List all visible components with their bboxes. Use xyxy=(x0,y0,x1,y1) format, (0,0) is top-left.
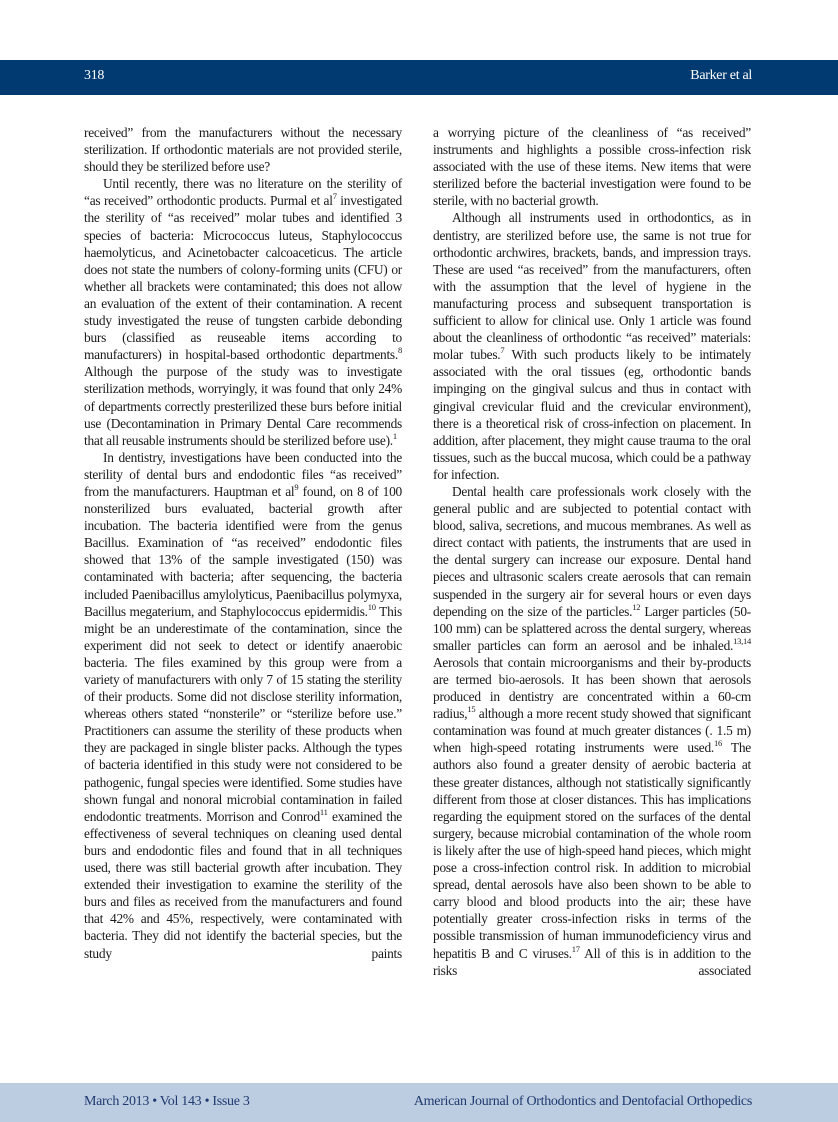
citation-superscript: 10 xyxy=(367,601,376,612)
text-run: Until recently, there was no literature on the sterility of “as received” orthodontic products. Purmal et al xyxy=(84,176,402,209)
running-header xyxy=(0,60,838,95)
text-run: Larger particles (50-100 mm) can be splattered across the dental surgery, whereas smaller particles can form an aerosol and be inhaled. xyxy=(433,603,751,653)
citation-superscript: 7 xyxy=(332,191,337,202)
running-author: Barker et al xyxy=(690,68,752,83)
text-run: examined the effectiveness of several techniques on cleaning used dental burs and endodontic files and found that in all techniques used, there was still bacterial growth after incubation. They extended their investigation to examine the sterility of the burs and files as received from the manufacturers and found that 42% and 45%, respectively, were contaminated with bacteria. They did not identify the bacterial species, but the study paints xyxy=(84,808,402,961)
citation-superscript: 1 xyxy=(392,430,397,441)
text-run: Although all instruments used in orthodontics, as in dentistry, are sterilized before use, the same is not true for orthodontic archwires, brackets, bands, and impression trays. These are used “as received” from the manufacturers, often with the assumption that the level of hygiene in the manufacturing process and subsequent transportation is sufficient to allow for clinical use. Only 1 article was found about the cleanliness of orthodontic “as received” materials: molar tubes. xyxy=(433,210,751,363)
citation-superscript: 17 xyxy=(571,943,580,954)
text-run: In dentistry, investigations have been conducted into the sterility of dental burs and endodontic files “as received” from the manufacturers. Hauptman et al xyxy=(84,449,402,499)
text-run: All of this is in addition to the risks associated xyxy=(433,945,751,978)
citation-superscript: 7 xyxy=(500,345,505,356)
text-run: The authors also found a greater density of aerobic bacteria at these greater distances, although not statistically significantly different from those at closer distances. This has implications regarding the equipment stored on the surfaces of the dental surgery, because microbial contamination of the whole room is likely after the use of high-speed hand pieces, which might pose a cross-infection control risk. In addition to microbial spread, dental aerosols have also been shown to be able to carry blood and blood products into the air; these have potentially greater cross-infection risks in terms of the possible transmission of human immunodeficiency virus and hepatitis B and C viruses. xyxy=(433,740,751,961)
text-run: a worrying picture of the cleanliness of “as received” instruments and highlights a possible cross-infection risk associated with the use of these items. New items that were sterilized before the bacterial investigation were found to be sterile, with no bacterial growth. xyxy=(433,125,751,209)
right-column xyxy=(433,124,751,979)
text-run: although a more recent study showed that significant contamination was found at much greater distances (. 1.5 m) when high-speed rotating instruments were used. xyxy=(433,706,751,756)
citation-superscript: 15 xyxy=(467,704,476,715)
running-footer xyxy=(0,1083,838,1122)
citation-superscript: 16 xyxy=(714,738,723,749)
citation-superscript: 11 xyxy=(319,806,328,817)
text-run: With such products likely to be intimately associated with the oral tissues (eg, orthodontic bands impinging on the gingival sulcus and thus in contact with gingival crevicular fluid and the crevicular environment), there is a theoretical risk of cross-infection on placement. In addition, after placement, they might cause trauma to the oral tissues, such as the buccal mucosa, which could be a pathway for infection. xyxy=(433,347,751,482)
journal-name: American Journal of Orthodontics and Dentofacial Orthopedics xyxy=(413,1094,752,1109)
issue-info: March 2013 • Vol 143 • Issue 3 xyxy=(84,1094,250,1109)
paragraph xyxy=(433,124,751,209)
text-run: received” from the manufacturers without the necessary sterilization. If orthodontic materials are not provided sterile, should they be sterilized before use? xyxy=(84,125,402,175)
citation-superscript: 12 xyxy=(632,601,641,612)
left-column xyxy=(84,124,402,962)
text-run: investigated the sterility of “as received” molar tubes and identified 3 species of bacteria: Micrococcus luteus, Staphylococcus haemolyticus, and Acinetobacter calcoaceticus. The article does not state the numbers of colony-forming units (CFU) or whether all brackets were contaminated; this does not allow an evaluation of the extent of their contamination. A recent study investigated the reuse of tungsten carbide debonding burs (classified as reuseable items according to manufacturers) in hospital-based orthodontic departments. xyxy=(84,193,402,363)
page-number: 318 xyxy=(84,68,105,83)
citation-superscript: 8 xyxy=(398,345,402,356)
citation-superscript: 9 xyxy=(294,481,299,492)
paragraph xyxy=(84,124,402,175)
text-run: Aerosols that contain microorganisms and their by-products are termed bio-aerosols. It has been shown that aerosols produced in dentistry are concentrated within a 60-cm radius, xyxy=(433,654,751,722)
paragraph xyxy=(433,209,751,483)
text-run: This might be an underestimate of the contamination, since the experiment did not seek to detect or identify anaerobic bacteria. The files examined by this group were from a variety of manufacturers with only 7 of 15 stating the sterility of their products. Some did not disclose sterility information, whereas others stated “nonsterile” or “sterilize before use.” Practitioners can assume the sterility of these products when they are packaged in single blister packs. Although the types of bacteria identified in this study were not considered to be pathogenic, fungal species were identified. Some studies have shown fungal and nonoral microbial contamination in failed endodontic treatments. Morrison and Conrod xyxy=(84,603,402,824)
text-run: Dental health care professionals work closely with the general public and are subjected to potential contact with blood, saliva, secretions, and mucous membranes. As well as direct contact with patients, the instruments that are used in the dental surgery can increase our exposure. Dental hand pieces and ultrasonic scalers create aerosols that can remain suspended in the surgery air for several hours or even days depending on the size of the particles. xyxy=(433,483,751,619)
paragraph xyxy=(84,175,402,449)
paragraph xyxy=(433,483,751,979)
text-run: found, on 8 of 100 nonsterilized burs evaluated, bacterial growth after incubation. The bacteria identified were from the genus Bacillus. Examination of “as received” endodontic files showed that 13% of the sample investigated (150) was contaminated with bacteria; after sequencing, the bacteria included Paenibacillus amylolyticus, Paenibacillus polymyxa, Bacillus megaterium, and Staphylococcus epidermidis. xyxy=(84,483,403,619)
citation-superscript: 13,14 xyxy=(733,635,751,646)
text-run: Although the purpose of the study was to investigate sterilization methods, worryingly, it was found that only 24% of departments correctly presterilized these burs before initial use (Decontamination in Primary Dental Care recommends that all reusable instruments should be sterilized before use). xyxy=(84,364,402,448)
paragraph xyxy=(84,449,402,962)
